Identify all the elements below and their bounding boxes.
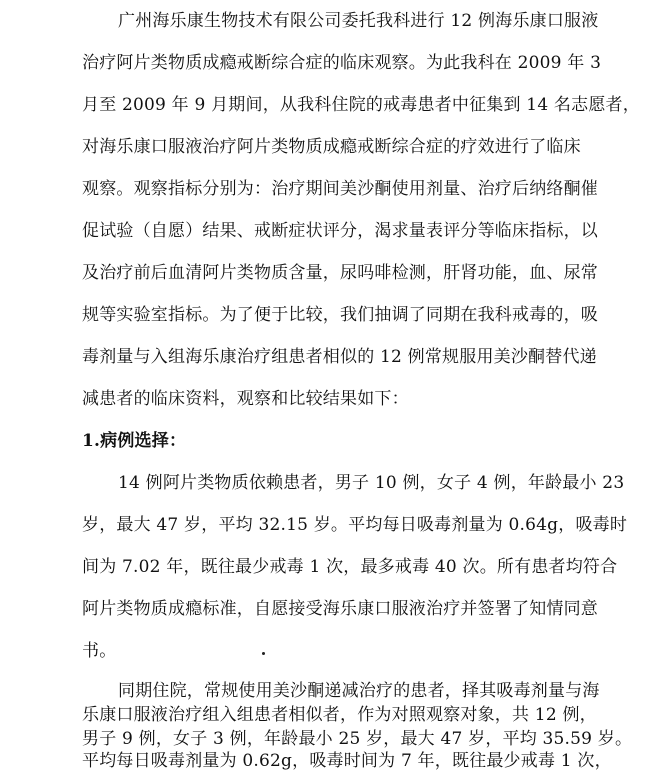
section-heading: 1.病例选择： (82, 431, 187, 451)
intro-line-9: 毒剂量与入组海乐康治疗组患者相似的 12 例常规服用美沙酮替代递 (82, 347, 597, 367)
paragraph1-line-2: 岁，最大 47 岁，平均 32.15 岁。平均每日吸毒剂量为 0.64g，吸毒时 (82, 515, 628, 535)
intro-line-2: 治疗阿片类物质成瘾戒断综合症的临床观察。为此我科在 2009 年 3 (82, 53, 602, 73)
paragraph2-line-3: 男子 9 例，女子 3 例，年龄最小 25 岁，最大 47 岁，平均 35.59 岁。 (82, 729, 633, 749)
paragraph2-line-2: 乐康口服液治疗组入组患者相似者，作为对照观察对象，共 12 例， (82, 705, 597, 725)
intro-line-1: 广州海乐康生物技术有限公司委托我科进行 12 例海乐康口服液 (118, 11, 599, 31)
paragraph1-line-1: 14 例阿片类物质依赖患者，男子 10 例，女子 4 例，年龄最小 23 (118, 473, 625, 493)
intro-line-10: 减患者的临床资料，观察和比较结果如下： (82, 389, 409, 409)
paragraph1-line-3: 间为 7.02 年，既往最少戒毒 1 次，最多戒毒 40 次。所有患者均符合 (82, 557, 618, 577)
intro-line-5: 观察。观察指标分别为：治疗期间美沙酮使用剂量、治疗后纳络酮催 (82, 179, 598, 199)
paragraph2-line-4: 平均每日吸毒剂量为 0.62g，吸毒时间为 7 年，既往最少戒毒 1 次， (82, 751, 612, 771)
intro-line-6: 促试验（自愿）结果、戒断症状评分，渴求量表评分等临床指标，以 (82, 221, 598, 241)
intro-line-4: 对海乐康口服液治疗阿片类物质成瘾戒断综合症的疗效进行了临床 (82, 137, 581, 157)
intro-line-3: 月至 2009 年 9 月期间，从我科住院的戒毒患者中征集到 14 名志愿者， (82, 95, 640, 115)
scan-speck (262, 652, 265, 655)
paragraph1-line-4: 阿片类物质成瘾标准，自愿接受海乐康口服液治疗并签署了知情同意 (82, 599, 598, 619)
intro-line-7: 及治疗前后血清阿片类物质含量，尿吗啡检测，肝肾功能，血、尿常 (82, 263, 598, 283)
paragraph1-line-5: 书。 (82, 641, 117, 661)
paragraph2-line-1: 同期住院，常规使用美沙酮递减治疗的患者，择其吸毒剂量与海 (118, 681, 600, 701)
intro-line-8: 规等实验室指标。为了便于比较，我们抽调了同期在我科戒毒的，吸 (82, 305, 598, 325)
